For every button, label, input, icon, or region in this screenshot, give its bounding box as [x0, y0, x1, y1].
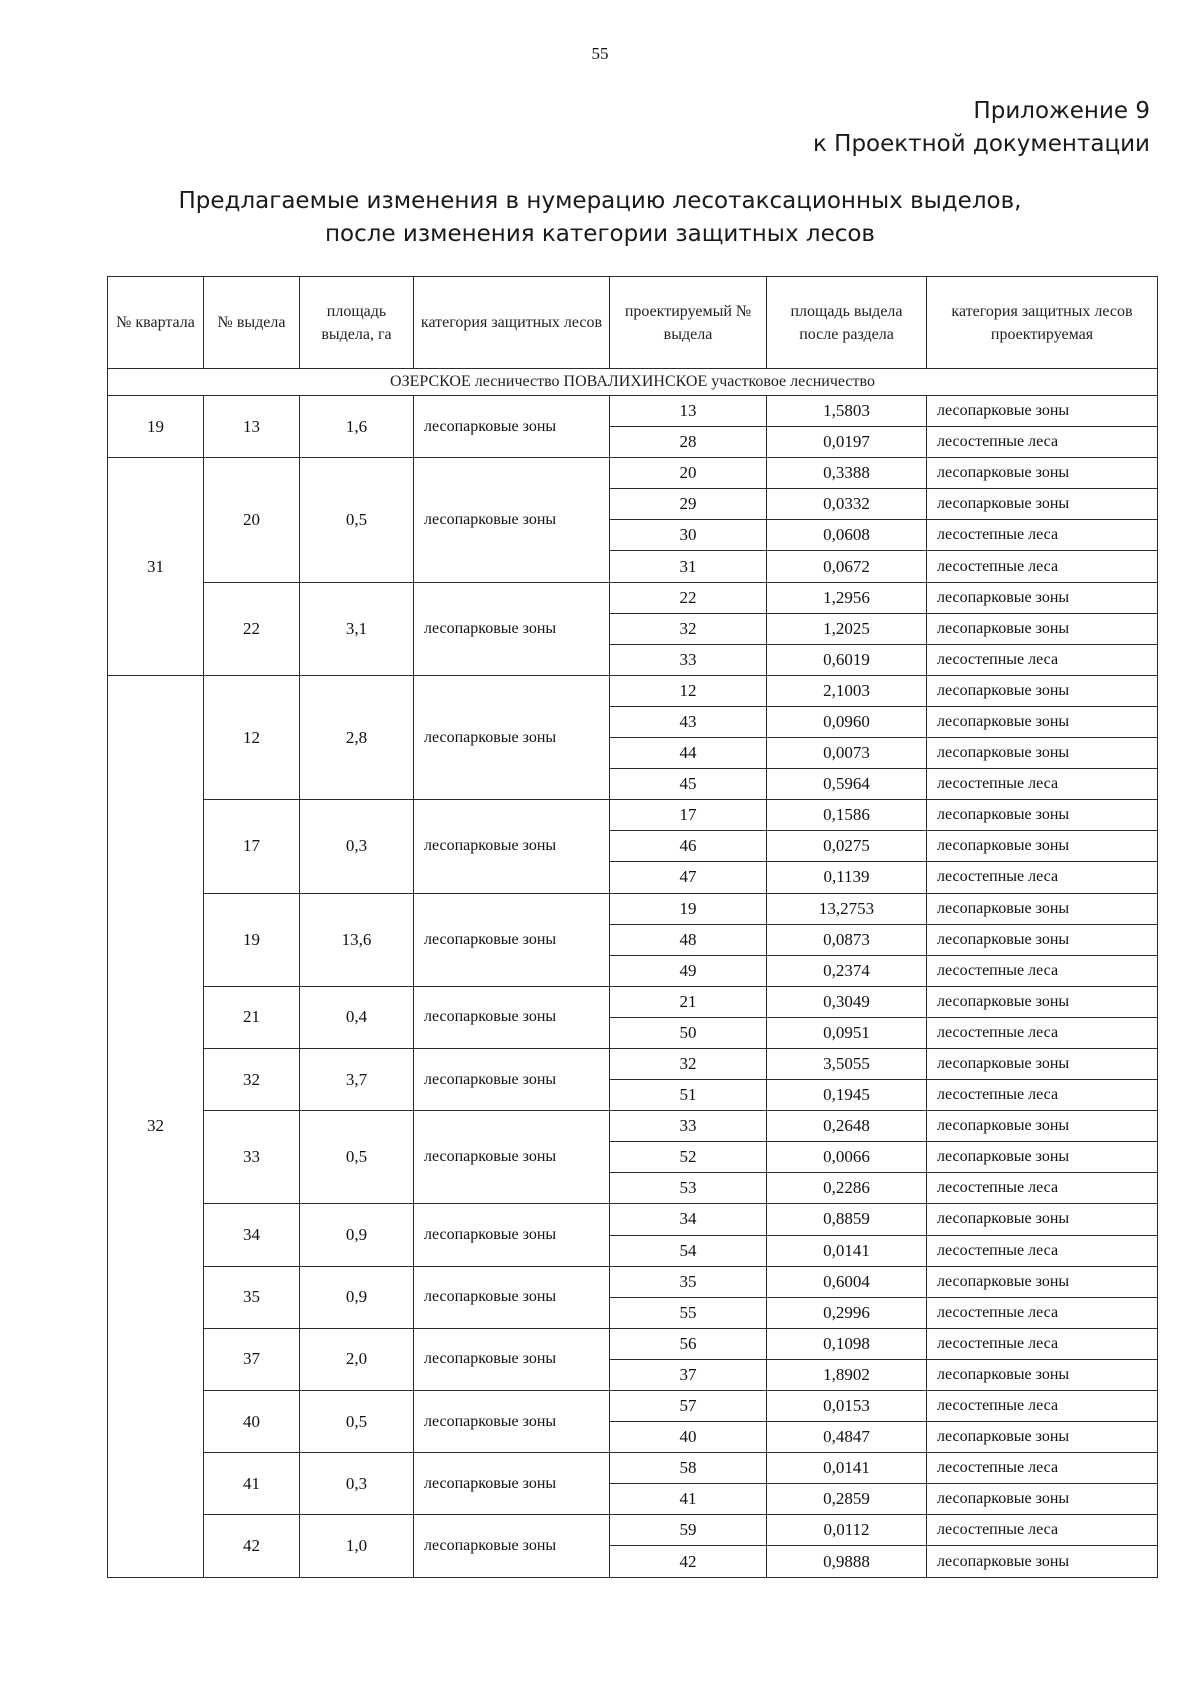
category-cell: лесопарковые зоны: [414, 582, 610, 675]
projected-area-cell: 0,6004: [767, 1266, 927, 1297]
area-cell: 2,0: [300, 1328, 414, 1390]
projected-category-cell: лесостепные леса: [927, 862, 1158, 893]
table-row: [108, 1515, 1158, 1546]
projected-area-cell: 0,0960: [767, 706, 927, 737]
category-cell: лесопарковые зоны: [414, 458, 610, 582]
projected-category-cell: лесопарковые зоны: [927, 706, 1158, 737]
projected-number-cell: 30: [610, 520, 767, 551]
projected-category-cell: лесостепные леса: [927, 551, 1158, 582]
appendix-line-2: к Проектной документации: [812, 131, 1150, 157]
projected-number-cell: 19: [610, 893, 767, 924]
projected-number-cell: 13: [610, 396, 767, 427]
projected-area-cell: 1,5803: [767, 396, 927, 427]
table-row: [108, 1048, 1158, 1079]
table-row: [108, 582, 1158, 613]
projected-number-cell: 43: [610, 706, 767, 737]
projected-number-cell: 34: [610, 1204, 767, 1235]
appendix-heading: [813, 95, 1150, 161]
projected-category-cell: лесопарковые зоны: [927, 1484, 1158, 1515]
projected-category-cell: лесопарковые зоны: [927, 489, 1158, 520]
projected-area-cell: 1,2956: [767, 582, 927, 613]
projected-number-cell: 21: [610, 986, 767, 1017]
projected-number-cell: 32: [610, 613, 767, 644]
projected-area-cell: 0,3388: [767, 458, 927, 489]
category-cell: лесопарковые зоны: [414, 893, 610, 986]
projected-category-cell: лесостепные леса: [927, 1235, 1158, 1266]
projected-area-cell: 0,1098: [767, 1328, 927, 1359]
vydel-cell: 32: [204, 1048, 300, 1110]
category-cell: лесопарковые зоны: [414, 1515, 610, 1577]
category-cell: лесопарковые зоны: [414, 986, 610, 1048]
table-row: [108, 1453, 1158, 1484]
projected-number-cell: 56: [610, 1328, 767, 1359]
area-cell: 2,8: [300, 675, 414, 799]
projected-area-cell: 0,2996: [767, 1297, 927, 1328]
section-title: ОЗЕРСКОЕ лесничество ПОВАЛИХИНСКОЕ участковое лесничество: [108, 369, 1158, 396]
projected-number-cell: 35: [610, 1266, 767, 1297]
area-cell: 0,5: [300, 1391, 414, 1453]
category-cell: лесопарковые зоны: [414, 396, 610, 458]
projected-number-cell: 40: [610, 1422, 767, 1453]
projected-area-cell: 0,0332: [767, 489, 927, 520]
projected-number-cell: 42: [610, 1546, 767, 1577]
area-cell: 0,5: [300, 1111, 414, 1204]
kvartal-cell: 19: [108, 396, 204, 458]
document-title: [0, 185, 1200, 251]
projected-category-cell: лесостепные леса: [927, 1515, 1158, 1546]
title-line-1: Предлагаемые изменения в нумерацию лесотаксационных выделов,: [178, 188, 1022, 214]
projected-area-cell: 0,0197: [767, 427, 927, 458]
projected-category-cell: лесостепные леса: [927, 1173, 1158, 1204]
category-cell: лесопарковые зоны: [414, 1391, 610, 1453]
projected-number-cell: 33: [610, 1111, 767, 1142]
area-cell: 0,3: [300, 1453, 414, 1515]
appendix-line-1: Приложение 9: [973, 98, 1150, 124]
vydel-cell: 22: [204, 582, 300, 675]
projected-area-cell: 0,1586: [767, 800, 927, 831]
projected-number-cell: 55: [610, 1297, 767, 1328]
projected-area-cell: 1,2025: [767, 613, 927, 644]
projected-category-cell: лесопарковые зоны: [927, 738, 1158, 769]
projected-area-cell: 0,3049: [767, 986, 927, 1017]
projected-number-cell: 32: [610, 1048, 767, 1079]
table-row: [108, 1328, 1158, 1359]
area-cell: 1,6: [300, 396, 414, 458]
projected-category-cell: лесостепные леса: [927, 1453, 1158, 1484]
projected-category-cell: лесопарковые зоны: [927, 893, 1158, 924]
projected-area-cell: 0,0141: [767, 1235, 927, 1266]
table-row: [108, 1111, 1158, 1142]
vydel-cell: 40: [204, 1391, 300, 1453]
table-row: [108, 1204, 1158, 1235]
projected-number-cell: 44: [610, 738, 767, 769]
header-category: категория защитных лесов: [414, 277, 610, 369]
title-line-2: после изменения категории защитных лесов: [325, 221, 875, 247]
projected-category-cell: лесостепные леса: [927, 1391, 1158, 1422]
page-number: 55: [591, 44, 609, 63]
projected-category-cell: лесостепные леса: [927, 644, 1158, 675]
projected-area-cell: 0,0873: [767, 924, 927, 955]
projected-category-cell: лесостепные леса: [927, 427, 1158, 458]
projected-area-cell: 0,4847: [767, 1422, 927, 1453]
header-kvartal: № квартала: [108, 277, 204, 369]
projected-number-cell: 58: [610, 1453, 767, 1484]
projected-category-cell: лесопарковые зоны: [927, 1048, 1158, 1079]
projected-number-cell: 33: [610, 644, 767, 675]
projected-number-cell: 41: [610, 1484, 767, 1515]
projected-category-cell: лесопарковые зоны: [927, 924, 1158, 955]
projected-category-cell: лесопарковые зоны: [927, 458, 1158, 489]
category-cell: лесопарковые зоны: [414, 800, 610, 893]
projected-category-cell: лесопарковые зоны: [927, 1142, 1158, 1173]
header-row: [108, 277, 1158, 369]
projected-area-cell: 0,0153: [767, 1391, 927, 1422]
projected-category-cell: лесопарковые зоны: [927, 396, 1158, 427]
renumbering-table: [107, 276, 1158, 1578]
projected-number-cell: 49: [610, 955, 767, 986]
projected-number-cell: 12: [610, 675, 767, 706]
area-cell: 1,0: [300, 1515, 414, 1577]
projected-area-cell: 0,0066: [767, 1142, 927, 1173]
projected-category-cell: лесостепные леса: [927, 769, 1158, 800]
table-row: [108, 800, 1158, 831]
area-cell: 0,9: [300, 1204, 414, 1266]
projected-number-cell: 22: [610, 582, 767, 613]
category-cell: лесопарковые зоны: [414, 1266, 610, 1328]
projected-number-cell: 48: [610, 924, 767, 955]
vydel-cell: 21: [204, 986, 300, 1048]
vydel-cell: 41: [204, 1453, 300, 1515]
projected-number-cell: 17: [610, 800, 767, 831]
category-cell: лесопарковые зоны: [414, 1048, 610, 1110]
category-cell: лесопарковые зоны: [414, 675, 610, 799]
vydel-cell: 12: [204, 675, 300, 799]
vydel-cell: 42: [204, 1515, 300, 1577]
projected-area-cell: 1,8902: [767, 1359, 927, 1390]
category-cell: лесопарковые зоны: [414, 1204, 610, 1266]
projected-area-cell: 0,0275: [767, 831, 927, 862]
projected-category-cell: лесопарковые зоны: [927, 1422, 1158, 1453]
vydel-cell: 33: [204, 1111, 300, 1204]
header-vydel: № выдела: [204, 277, 300, 369]
projected-area-cell: 13,2753: [767, 893, 927, 924]
projected-area-cell: 0,0608: [767, 520, 927, 551]
projected-number-cell: 45: [610, 769, 767, 800]
area-cell: 13,6: [300, 893, 414, 986]
projected-area-cell: 0,9888: [767, 1546, 927, 1577]
table-row: [108, 1391, 1158, 1422]
area-cell: 0,9: [300, 1266, 414, 1328]
projected-number-cell: 28: [610, 427, 767, 458]
projected-area-cell: 0,2286: [767, 1173, 927, 1204]
projected-area-cell: 0,0141: [767, 1453, 927, 1484]
projected-category-cell: лесопарковые зоны: [927, 800, 1158, 831]
category-cell: лесопарковые зоны: [414, 1328, 610, 1390]
projected-area-cell: 0,6019: [767, 644, 927, 675]
table-row: [108, 675, 1158, 706]
header-projected-area: площадь выдела после раздела: [767, 277, 927, 369]
projected-category-cell: лесопарковые зоны: [927, 1546, 1158, 1577]
area-cell: 3,1: [300, 582, 414, 675]
projected-category-cell: лесопарковые зоны: [927, 831, 1158, 862]
projected-category-cell: лесопарковые зоны: [927, 675, 1158, 706]
projected-category-cell: лесопарковые зоны: [927, 582, 1158, 613]
kvartal-cell: 31: [108, 458, 204, 676]
projected-number-cell: 47: [610, 862, 767, 893]
projected-area-cell: 0,8859: [767, 1204, 927, 1235]
vydel-cell: 19: [204, 893, 300, 986]
projected-area-cell: 0,0951: [767, 1017, 927, 1048]
projected-category-cell: лесопарковые зоны: [927, 613, 1158, 644]
projected-number-cell: 20: [610, 458, 767, 489]
projected-number-cell: 29: [610, 489, 767, 520]
table-row: [108, 458, 1158, 489]
projected-category-cell: лесопарковые зоны: [927, 1359, 1158, 1390]
projected-area-cell: 0,2648: [767, 1111, 927, 1142]
header-projected-number: проектируемый № выдела: [610, 277, 767, 369]
table-row: [108, 1266, 1158, 1297]
projected-area-cell: 2,1003: [767, 675, 927, 706]
vydel-cell: 13: [204, 396, 300, 458]
header-projected-category: категория защитных лесов проектируемая: [927, 277, 1158, 369]
projected-category-cell: лесостепные леса: [927, 1017, 1158, 1048]
projected-area-cell: 0,1139: [767, 862, 927, 893]
table-row: [108, 893, 1158, 924]
projected-number-cell: 59: [610, 1515, 767, 1546]
category-cell: лесопарковые зоны: [414, 1111, 610, 1204]
projected-area-cell: 0,0073: [767, 738, 927, 769]
area-cell: 0,4: [300, 986, 414, 1048]
projected-area-cell: 0,0112: [767, 1515, 927, 1546]
projected-category-cell: лесопарковые зоны: [927, 1266, 1158, 1297]
projected-number-cell: 51: [610, 1080, 767, 1111]
vydel-cell: 34: [204, 1204, 300, 1266]
table-body: [108, 369, 1158, 1578]
table-row: [108, 396, 1158, 427]
category-cell: лесопарковые зоны: [414, 1453, 610, 1515]
projected-category-cell: лесопарковые зоны: [927, 986, 1158, 1017]
section-row: [108, 369, 1158, 396]
vydel-cell: 17: [204, 800, 300, 893]
projected-category-cell: лесопарковые зоны: [927, 1111, 1158, 1142]
projected-area-cell: 0,2859: [767, 1484, 927, 1515]
area-cell: 3,7: [300, 1048, 414, 1110]
projected-category-cell: лесостепные леса: [927, 955, 1158, 986]
projected-area-cell: 0,1945: [767, 1080, 927, 1111]
projected-number-cell: 52: [610, 1142, 767, 1173]
projected-area-cell: 0,5964: [767, 769, 927, 800]
projected-category-cell: лесостепные леса: [927, 1080, 1158, 1111]
projected-number-cell: 31: [610, 551, 767, 582]
projected-area-cell: 0,2374: [767, 955, 927, 986]
area-cell: 0,5: [300, 458, 414, 582]
projected-area-cell: 0,0672: [767, 551, 927, 582]
kvartal-cell: 32: [108, 675, 204, 1577]
projected-number-cell: 57: [610, 1391, 767, 1422]
projected-number-cell: 50: [610, 1017, 767, 1048]
header-area: площадь выдела, га: [300, 277, 414, 369]
projected-category-cell: лесопарковые зоны: [927, 1204, 1158, 1235]
projected-category-cell: лесостепные леса: [927, 520, 1158, 551]
vydel-cell: 37: [204, 1328, 300, 1390]
projected-number-cell: 54: [610, 1235, 767, 1266]
projected-number-cell: 46: [610, 831, 767, 862]
vydel-cell: 20: [204, 458, 300, 582]
projected-number-cell: 37: [610, 1359, 767, 1390]
area-cell: 0,3: [300, 800, 414, 893]
vydel-cell: 35: [204, 1266, 300, 1328]
projected-category-cell: лесостепные леса: [927, 1328, 1158, 1359]
table-row: [108, 986, 1158, 1017]
projected-category-cell: лесостепные леса: [927, 1297, 1158, 1328]
projected-area-cell: 3,5055: [767, 1048, 927, 1079]
projected-number-cell: 53: [610, 1173, 767, 1204]
